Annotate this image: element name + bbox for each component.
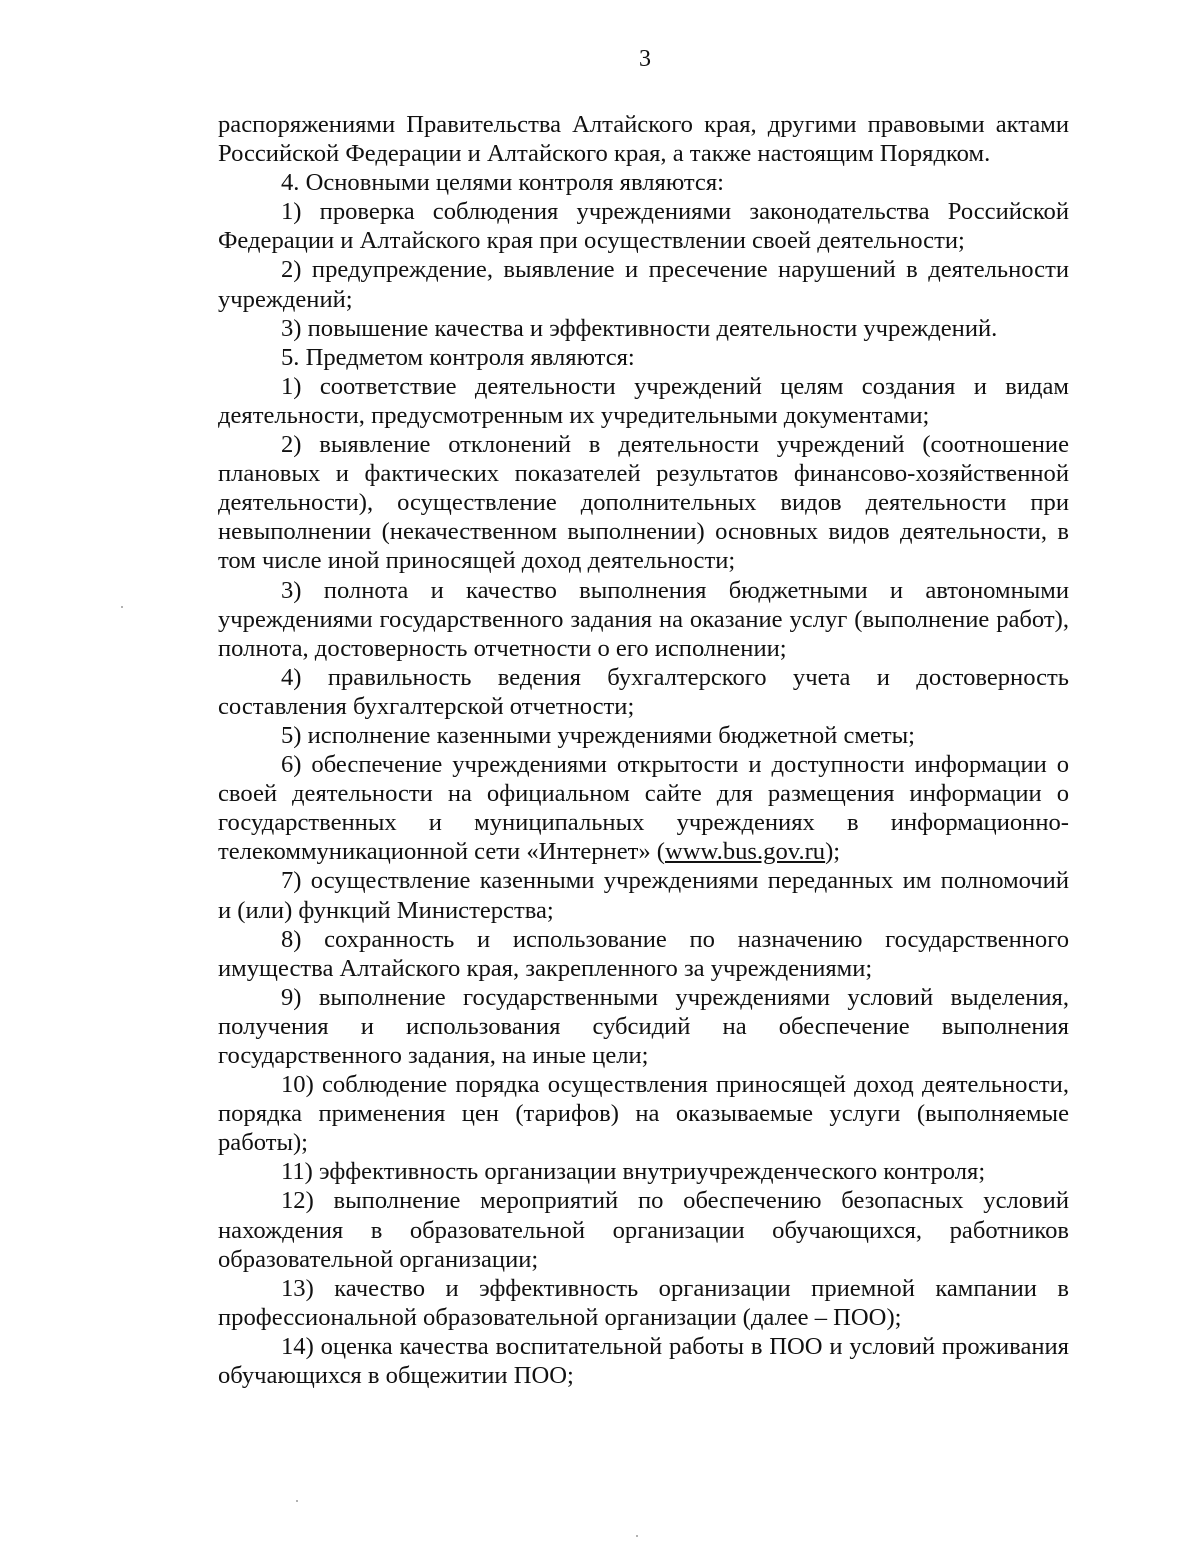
- document-body: [218, 110, 1069, 1390]
- subject-item-2: 2) выявление отклонений в деятельности учреждений (соотношение плановых и фактических показателей результатов финансово-хозяйственной деятельности), осуществление дополнительных видов деятельности при невыполнении (некачественном выполнении) основных видов деятельности, в том числе иной приносящей доход деятельности;: [218, 431, 1069, 575]
- goal-item-1: 1) проверка соблюдения учреждениями законодательства Российской Федерации и Алтайского края при осуществлении своей деятельности;: [218, 198, 1069, 255]
- subject-item-7: 7) осуществление казенными учреждениями переданных им полномочий и (или) функций Министерства;: [218, 867, 1069, 924]
- section-5-heading: 5. Предметом контроля являются:: [281, 343, 635, 371]
- paragraph-continuation: распоряжениями Правительства Алтайского края, другими правовыми актами Российской Федерации и Алтайского края, а также настоящим Порядком.: [218, 111, 1069, 168]
- subject-item-4: 4) правильность ведения бухгалтерского учета и достоверность составления бухгалтерской отчетности;: [218, 663, 1069, 720]
- subject-item-6-text: 6) обеспечение учреждениями открытости и доступности информации о своей деятельности на официальном сайте для размещения информации о государственных и муниципальных учреждениях в информационно-телекоммуникационной сети «Интернет» (: [218, 751, 1069, 866]
- page-number: 3: [639, 46, 651, 72]
- subject-item-12: 12) выполнение мероприятий по обеспечению безопасных условий нахождения в образовательной организации обучающихся, работников образовательной организации;: [218, 1187, 1069, 1273]
- subject-item-9: 9) выполнение государственными учреждениями условий выделения, получения и использования субсидий на обеспечение выполнения государственного задания, на иные цели;: [218, 983, 1069, 1069]
- goal-item-3: 3) повышение качества и эффективности деятельности учреждений.: [281, 314, 998, 342]
- subject-item-6: [218, 750, 1069, 866]
- subject-item-1: 1) соответствие деятельности учреждений целям создания и видам деятельности, предусмотренным их учредительными документами;: [218, 372, 1069, 429]
- subject-item-11: 11) эффективность организации внутриучрежденческого контроля;: [281, 1158, 986, 1186]
- bus-gov-link[interactable]: www.bus.gov.ru: [665, 838, 826, 866]
- subject-item-10: 10) соблюдение порядка осуществления приносящей доход деятельности, порядка применения цен (тарифов) на оказываемые услуги (выполняемые работы);: [218, 1071, 1069, 1157]
- scan-speck: [636, 1535, 638, 1537]
- subject-item-14: 14) оценка качества воспитательной работы в ПОО и условий проживания обучающихся в общежитии ПОО;: [218, 1332, 1069, 1390]
- subject-item-6-tail: );: [825, 838, 841, 866]
- scan-speck: [296, 1500, 298, 1502]
- subject-item-5: 5) исполнение казенными учреждениями бюджетной сметы;: [281, 721, 915, 749]
- section-4-heading: 4. Основными целями контроля являются:: [281, 169, 724, 197]
- subject-item-13: 13) качество и эффективность организации приемной кампании в профессиональной образовательной организации (далее – ПОО);: [218, 1274, 1069, 1331]
- subject-item-3: 3) полнота и качество выполнения бюджетными и автономными учреждениями государственного задания на оказание услуг (выполнение работ), полнота, достоверность отчетности о его исполнении;: [218, 576, 1069, 662]
- goal-item-2: 2) предупреждение, выявление и пресечение нарушений в деятельности учреждений;: [218, 256, 1069, 313]
- scan-speck: [121, 606, 123, 608]
- subject-item-8: 8) сохранность и использование по назначению государственного имущества Алтайского края, закрепленного за учреждениями;: [218, 925, 1069, 982]
